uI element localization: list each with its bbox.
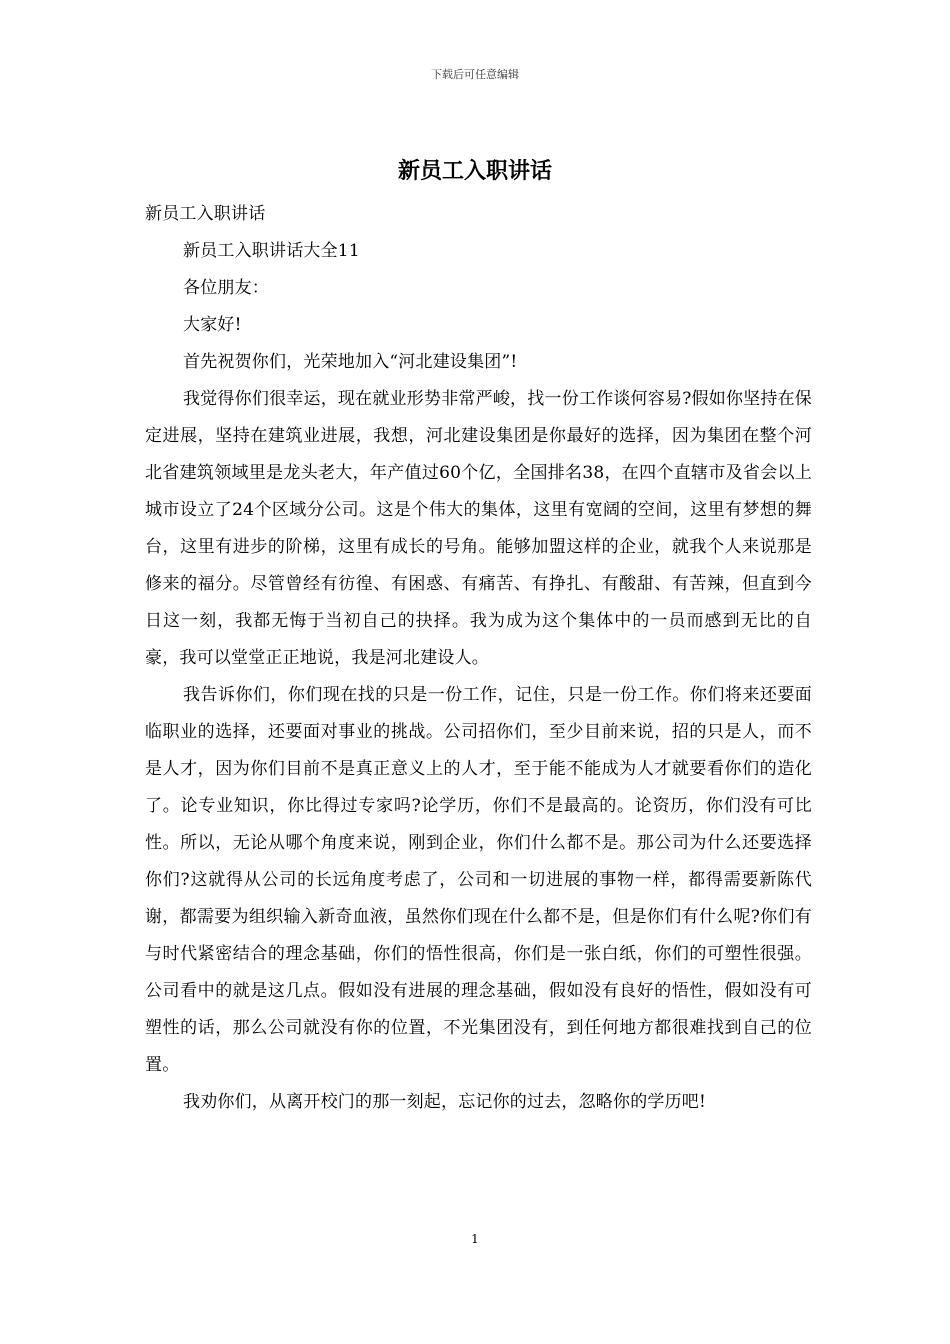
page-header: 下载后可任意编辑 <box>431 68 519 81</box>
paragraph-1: 新员工入职讲话大全11 <box>183 241 360 261</box>
paragraph-5: 我觉得你们很幸运，现在就业形势非常严峻，找一份工作谈何容易?假如你坚持在保定进展，坚持在建筑业进展，我想，河北建设集团是你最好的选择，因为集团在整个河北省建筑领域里是龙头老大，年产值过60个亿，全国排名38，在四个直辖市及省会以上城市设立了24个区域分公司。这是个伟大的集体，这里有宽阔的空间，这里有梦想的舞台，这里有进步的阶梯，这里有成长的号角。能够加盟这样的企业，就我个人来说那是修来的福分。尽管曾经有彷徨、有困惑、有痛苦、有挣扎、有酸甜、有苦辣，但直到今日这一刻，我都无悔于当初自己的抉择。我为成为这个集体中的一员而感到无比的自豪，我可以堂堂正正地说，我是河北建设人。 <box>145 389 812 668</box>
paragraph-0: 新员工入职讲话 <box>145 204 266 224</box>
paragraph-2: 各位朋友： <box>183 278 269 298</box>
document-title: 新员工入职讲话 <box>397 159 552 184</box>
paragraph-3: 大家好! <box>183 315 242 335</box>
page-number: 1 <box>471 1232 479 1246</box>
paragraph-6: 我告诉你们，你们现在找的只是一份工作，记住，只是一份工作。你们将来还要面临职业的选择，还要面对事业的挑战。公司招你们，至少目前来说，招的只是人，而不是人才，因为你们目前不是真正意义上的人才，至于能不能成为人才就要看你们的造化了。论专业知识，你比得过专家吗?论学历，你们不是最高的。论资历，你们没有可比性。所以，无论从哪个角度来说，刚到企业，你们什么都不是。那公司为什么还要选择你们?这就得从公司的长远角度考虑了，公司和一切进展的事物一样，都得需要新陈代谢，都需要为组织输入新奇血液，虽然你们现在什么都不是，但是你们有什么呢?你们有与时代紧密结合的理念基础，你们的悟性很高，你们是一张白纸，你们的可塑性很强。公司看中的就是这几点。假如没有进展的理念基础，假如没有良好的悟性，假如没有可塑性的话，那么公司就没有你的位置，不光集团没有，到任何地方都很难找到自己的位置。 <box>145 685 812 1075</box>
paragraph-4: 首先祝贺你们，光荣地加入“河北建设集团”! <box>183 352 518 372</box>
document-body <box>145 196 812 1121</box>
paragraph-7: 我劝你们，从离开校门的那一刻起，忘记你的过去，忽略你的学历吧! <box>183 1092 707 1112</box>
